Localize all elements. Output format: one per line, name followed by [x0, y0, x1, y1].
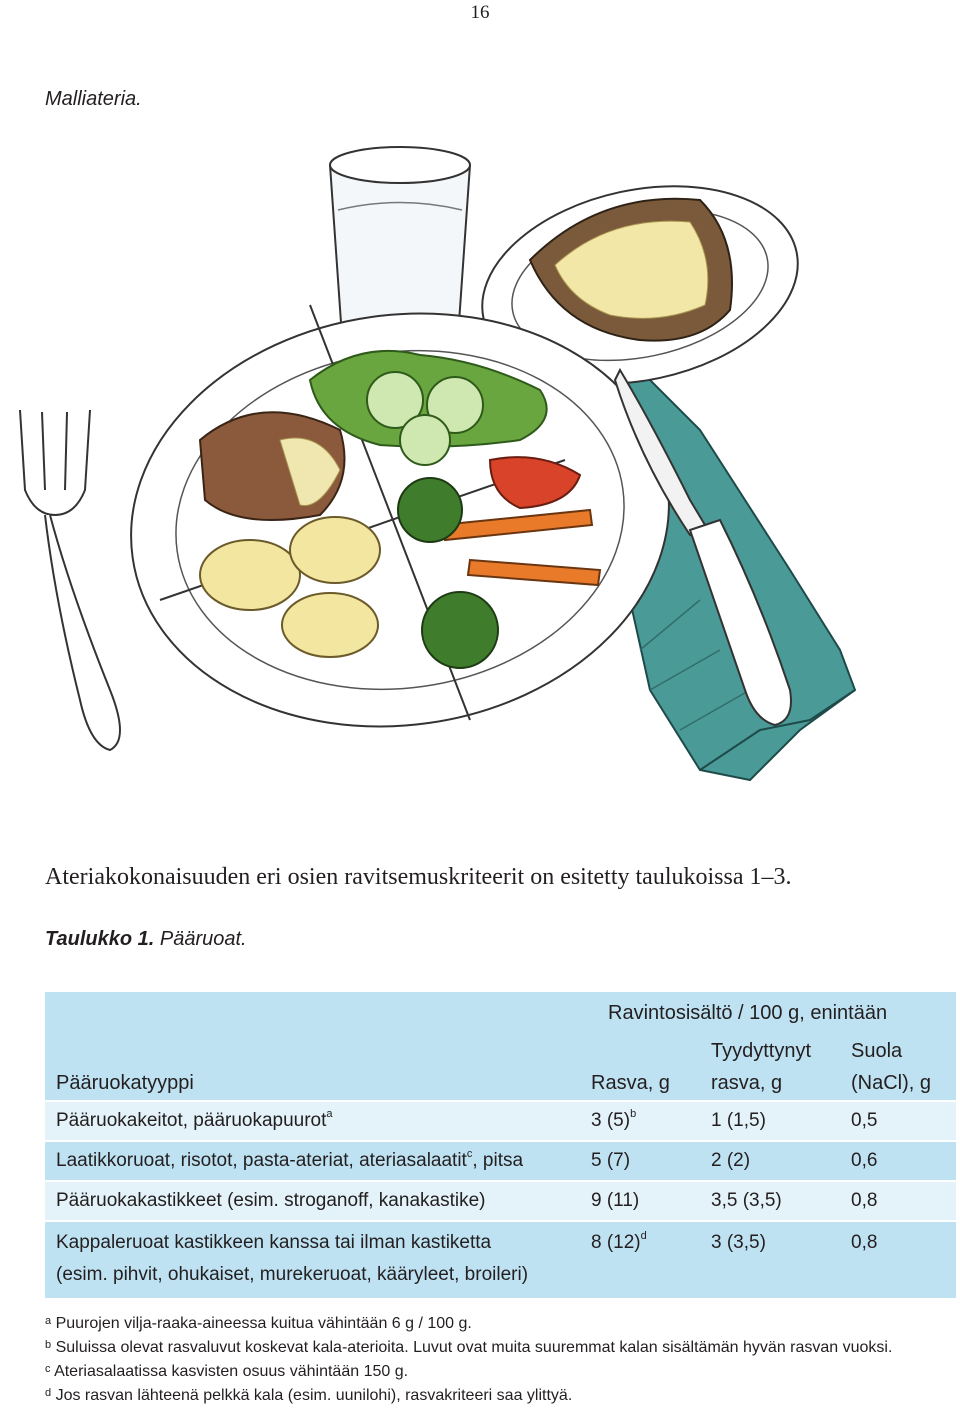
- col-header-salt-line1: Suola: [851, 1040, 903, 1062]
- footnote-text: Suluissa olevat rasvaluvut koskevat kala-aterioita. Luvut ovat muita suuremmat kalan sisältämän hyvän rasvan vuoksi.: [55, 1339, 893, 1356]
- row-fat-footnote-mark: b: [630, 1108, 637, 1120]
- row-sat-fat-value: 3 (3,5): [711, 1232, 766, 1253]
- footnote-text: Puurojen vilja-raaka-aineessa kuitua vähintään 6 g / 100 g.: [55, 1315, 472, 1332]
- fork-illustration: [20, 410, 120, 750]
- col-header-fat: Rasva, g: [591, 1072, 670, 1094]
- row-sat-fat-value: 1 (1,5): [711, 1110, 766, 1131]
- illustration-caption: Malliateria.: [45, 88, 142, 110]
- row-type-footnote-mark: a: [326, 1108, 333, 1120]
- row-fat-value: 8 (12): [591, 1232, 641, 1253]
- table-row: [45, 1140, 956, 1180]
- col-header-sat-fat-line2: rasva, g: [711, 1072, 783, 1094]
- footnote-mark: a: [45, 1315, 52, 1327]
- footnote: [45, 1312, 892, 1336]
- footnote-mark: c: [45, 1363, 51, 1375]
- footnote-mark: b: [45, 1339, 52, 1351]
- row-fat: [591, 1232, 647, 1254]
- row-sat-fat-value: 3,5 (3,5): [711, 1190, 782, 1211]
- table-header: [45, 992, 956, 1100]
- row-type-text: Pääruokakeitot, pääruokapuurot: [56, 1110, 327, 1131]
- row-fat-value: 9 (11): [591, 1190, 640, 1211]
- row-type-text: Pääruokakastikkeet (esim. stroganoff, kanakastike): [56, 1190, 486, 1211]
- table-row: [45, 1220, 956, 1298]
- row-salt-value: 0,8: [851, 1232, 878, 1253]
- row-type: [56, 1110, 333, 1132]
- row-fat: [591, 1110, 636, 1132]
- col-header-salt-line2: (NaCl), g: [851, 1072, 932, 1094]
- table-title: [45, 928, 247, 951]
- page-number: 16: [470, 2, 490, 23]
- table-footnotes: [45, 1312, 892, 1408]
- row-salt-value: 0,6: [851, 1150, 878, 1171]
- footnote-text: Ateriasalaatissa kasvisten osuus vähintään 150 g.: [54, 1363, 409, 1380]
- row-type-text: Laatikkoruoat, risotot, pasta-ateriat, ateriasalaatit: [56, 1150, 467, 1171]
- footnote: [45, 1384, 892, 1408]
- row-salt-value: 0,8: [851, 1190, 878, 1211]
- footnote: [45, 1360, 892, 1384]
- table-row: [45, 1180, 956, 1220]
- table-title-text: Pääruoat.: [159, 928, 247, 950]
- footnote: [45, 1336, 892, 1360]
- row-fat-footnote-mark: d: [640, 1230, 647, 1242]
- row-type: [56, 1150, 523, 1172]
- row-sat-fat-value: 2 (2): [711, 1150, 751, 1171]
- footnote-text: Jos rasvan lähteenä pelkkä kala (esim. uunilohi), rasvakriteeri saa ylittyä.: [55, 1387, 573, 1404]
- col-header-type: Pääruokatyyppi: [56, 1072, 194, 1094]
- footnote-mark: d: [45, 1387, 52, 1399]
- intro-text: Ateriakokonaisuuden eri osien ravitsemuskriteerit on esitetty taulukoissa 1–3.: [45, 864, 792, 890]
- row-type-footnote-mark: c: [466, 1148, 473, 1160]
- row-type-text-line2: (esim. pihvit, ohukaiset, murekeruoat, kääryleet, broileri): [56, 1264, 529, 1285]
- group-header: Ravintosisältö / 100 g, enintään: [608, 1002, 888, 1024]
- row-type-text-rest: , pitsa: [472, 1150, 524, 1171]
- table-title-label: Taulukko 1.: [45, 928, 155, 950]
- nutrition-table: [45, 992, 956, 1298]
- table-row: [45, 1100, 956, 1140]
- col-header-sat-fat-line1: Tyydyttynyt: [711, 1040, 812, 1062]
- row-fat-value: 3 (5): [591, 1110, 631, 1131]
- row-salt-value: 0,5: [851, 1110, 878, 1131]
- row-fat-value: 5 (7): [591, 1150, 631, 1171]
- row-type-text: Kappaleruoat kastikkeen kanssa tai ilman kastiketta: [56, 1232, 492, 1253]
- model-meal-illustration: [0, 130, 960, 790]
